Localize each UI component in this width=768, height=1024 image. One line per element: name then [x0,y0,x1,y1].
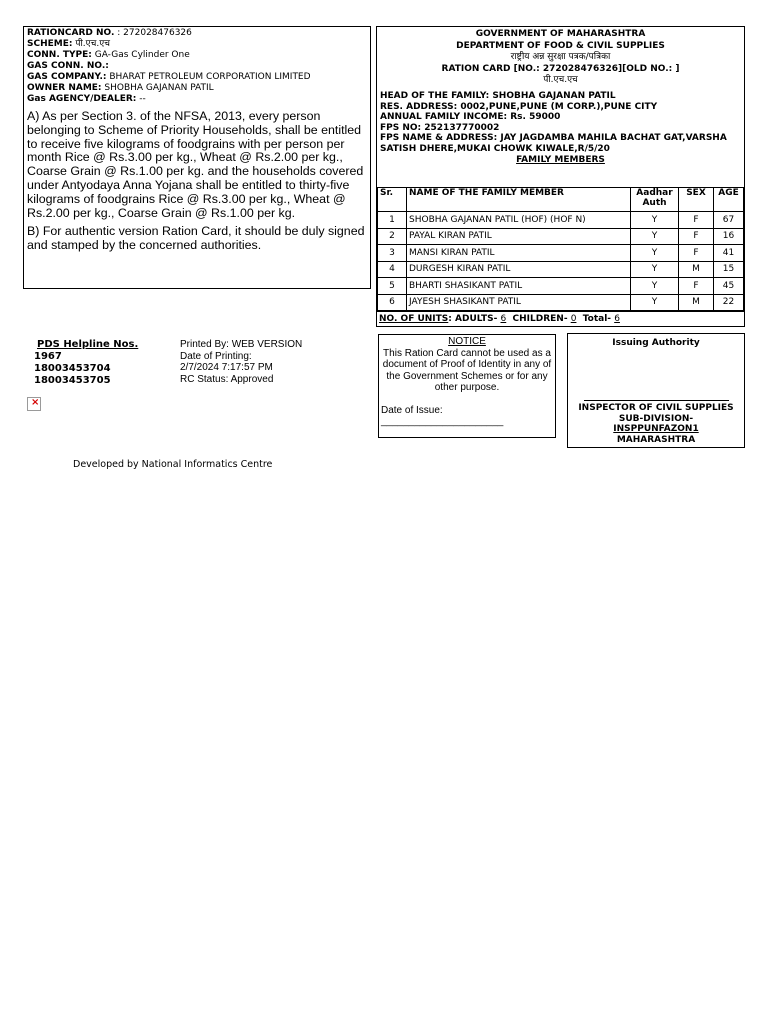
broken-image-glyph: × [31,397,40,408]
adults-count: 6 [500,314,507,324]
children-label: CHILDREN- [512,314,568,324]
owner-value: SHOBHA GAJANAN PATIL [104,83,214,93]
cell-sr: 5 [378,278,407,295]
table-row [378,261,744,278]
scheme-row [27,39,367,50]
cell-age: 41 [714,245,744,262]
family-members-title: FAMILY MEMBERS [516,154,605,165]
hindi-title: राष्ट्रीय अन्न सुरक्षा पत्रक/पत्रिका [510,52,611,63]
cell-name: PAYAL KIRAN PATIL [407,228,631,245]
scheme-value: पी.एच.एच [75,39,110,49]
cell-name: SHOBHA GAJANAN PATIL (HOF) (HOF N) [407,212,631,229]
conn-type-row [27,50,367,61]
cell-sr: 1 [378,212,407,229]
state-name: MAHARASHTRA [616,434,696,445]
card-details-panel [23,26,371,289]
sub-division: SUB-DIVISION- [618,413,694,424]
fps-number: FPS NO: 252137770002 [380,122,500,133]
signature-line [584,400,729,401]
cell-aadhar: Y [631,228,679,245]
cell-name: DURGESH KIRAN PATIL [407,261,631,278]
col-sr: Sr. [378,188,407,212]
rationcard-label: RATIONCARD NO. [27,28,115,38]
cell-sex: F [679,212,714,229]
helpline-title: PDS Helpline Nos. [37,339,139,350]
col-sex: SEX [679,188,714,212]
cell-aadhar: Y [631,278,679,295]
cell-aadhar: Y [631,245,679,262]
gas-conn-label: GAS CONN. NO.: [27,61,109,71]
entitlement-paragraph: A) As per Section 3. of the NFSA, 2013, every person belonging to Scheme of Priority Households, shall be entitled to receive five kilograms of foodgrains with per person per month Rice @ Rs.3.00 per kg., Wheat @ Rs.2.00 per kg., Coarse Grain @ Rs.1.00 per kg. and the households covered under Antyodaya Anna Yojana shall be entitled to thirty-five kilograms of foodgrains Rice @ Rs.3.00 per kg., Wheat @ Rs.2.00 per kg., Coarse Grain @ Rs.1.00 per kg. [27,109,364,220]
res-address: RES. ADDRESS: 0002,PUNE,PUNE (M CORP.),PUNE CITY [380,101,658,112]
owner-row [27,83,367,94]
cell-aadhar: Y [631,294,679,311]
date-of-printing: 2/7/2024 7:17:57 PM [180,362,273,373]
total-count: 6 [614,314,620,324]
col-age: AGE [714,188,744,212]
fps-name-address: FPS NAME & ADDRESS: JAY JAGDAMBA MAHILA BACHAT GAT,VARSHA SATISH DHERE,MUKAI CHOWK KIWALE,R/5/20 [380,133,727,154]
cell-age: 16 [714,228,744,245]
scheme-hindi: पी.एच.एच [543,75,578,86]
gas-company-value: BHARAT PETROLEUM CORPORATION LIMITED [109,72,311,82]
broken-image-icon [27,397,41,411]
cell-sr: 3 [378,245,407,262]
col-name: NAME OF THE FAMILY MEMBER [407,188,631,212]
cell-name: BHARTI SHASIKANT PATIL [407,278,631,295]
gas-company-row [27,72,367,83]
col-aadhar: Aadhar Auth [631,188,679,212]
cell-age: 67 [714,212,744,229]
dept-title: DEPARTMENT OF FOOD & CIVIL SUPPLIES [456,40,665,51]
cell-aadhar: Y [631,261,679,278]
table-row [378,294,744,311]
helpline-block [34,339,138,387]
table-row [378,228,744,245]
date-of-issue-label: Date of Issue: [381,404,443,416]
rationcard-row [27,28,367,39]
ration-card-panel [376,26,745,327]
cell-sex: F [679,278,714,295]
agency-label: Gas AGENCY/DEALER: [27,94,137,104]
notice-box [378,334,556,438]
helpline-number: 18003453704 [34,363,111,374]
ration-card-number: RATION CARD [NO.: 272028476326][OLD NO.: ] [441,63,680,74]
table-header-row [378,188,744,212]
children-count: 0 [570,314,577,324]
date-of-issue-line: ______________________ [381,416,504,427]
footer-credit: Developed by National Informatics Centre [73,459,273,470]
total-label: Total- [582,314,612,324]
issuing-authority-box [567,333,745,448]
helpline-number: 18003453705 [34,375,111,386]
gas-conn-row [27,61,367,72]
units-summary [377,311,744,326]
govt-title: GOVERNMENT OF MAHARASHTRA [475,29,646,39]
cell-name: MANSI KIRAN PATIL [407,245,631,262]
table-row [378,212,744,229]
authenticity-paragraph: B) For authentic version Ration Card, it should be duly signed and stamped by the concerned authorities. [27,224,365,253]
card-header [377,29,744,187]
family-members-table [377,187,744,311]
cell-sr: 2 [378,228,407,245]
print-info [180,339,302,385]
cell-sex: M [679,294,714,311]
adults-label: : ADULTS- [448,314,498,324]
agency-row [27,94,367,105]
cell-sr: 4 [378,261,407,278]
helpline-number: 1967 [34,351,62,362]
inspector-title: INSPECTOR OF CIVIL SUPPLIES [578,403,734,413]
printed-by: Printed By: WEB VERSION [180,339,303,350]
conn-type-label: CONN. TYPE: [27,50,92,60]
inspector-code: INSPPUNFAZON1 [613,424,699,435]
cell-aadhar: Y [631,212,679,229]
table-row [378,245,744,262]
notice-text: This Ration Card cannot be used as a document of Proof of Identity in any of the Government Schemes or for any other purpose. [382,347,552,393]
owner-label: OWNER NAME: [27,83,102,93]
cell-age: 15 [714,261,744,278]
date-of-printing-label: Date of Printing: [180,350,252,362]
gas-company-label: GAS COMPANY.: [27,72,107,82]
head-of-family: HEAD OF THE FAMILY: SHOBHA GAJANAN PATIL [380,90,616,101]
rc-status: RC Status: Approved [180,373,274,385]
cell-sex: M [679,261,714,278]
cell-age: 22 [714,294,744,311]
issuing-authority-title: Issuing Authority [612,338,700,348]
units-label: NO. OF UNITS [379,314,449,324]
cell-age: 45 [714,278,744,295]
cell-sr: 6 [378,294,407,311]
scheme-label: SCHEME: [27,39,73,49]
table-row [378,278,744,295]
rationcard-value: : 272028476326 [117,28,192,38]
conn-type-value: GA-Gas Cylinder One [94,50,190,60]
agency-value: -- [139,94,146,104]
cell-name: JAYESH SHASIKANT PATIL [407,294,631,311]
cell-sex: F [679,228,714,245]
annual-income: ANNUAL FAMILY INCOME: Rs. 59000 [380,112,561,123]
cell-sex: F [679,245,714,262]
notice-title: NOTICE [448,336,486,347]
